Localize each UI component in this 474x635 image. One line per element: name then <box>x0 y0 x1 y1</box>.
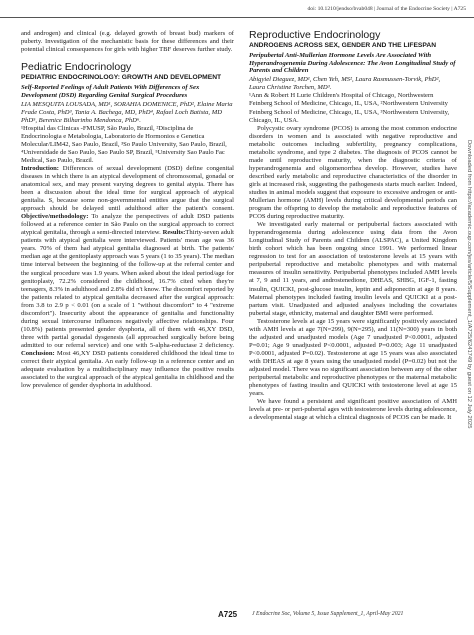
results-label: Results: <box>162 229 186 237</box>
abstract-paragraph: Testosterone levels at age 15 years were significantly positively associated with AMH levels at age 7(N=299), 9(N=295), and 11(N=300) years in both the adjusted and unadjusted models (Age 7 unadjusted P<0.0001, adjusted P=0.01; Age 9 unadjusted P<0.0001, adjusted P=0.003; Age 11 unadjusted P<0.0001, adjusted P=0.02). Testosterone at age 15 years was also associated with DHEAS at age 8 years using the unadjusted model (P=0.02) but not the adjusted model. There was no significant association between any of the other peripubertal metabolic and reproductive phenotypes or the maternal metabolic phenotypes of fasting insulin and QUICKI with testosterone level at age 15 years. <box>249 317 457 398</box>
page-number: A725 <box>218 610 238 619</box>
right-column <box>249 30 457 422</box>
conclusion-text: Most 46,XY DSD patients considered childhood the ideal time to correct their atypical genitalia. An early follow-up in a reference center and an adequate evaluation by a multidisciplinary may influence the positive results associated to the surgical approach of the atypical genitalia in childhood and the low prevalence of gender dysphoria in adulthood. <box>21 350 234 390</box>
abstract-paragraph: Polycystic ovary syndrome (PCOS) is among the most common endocrine disorders in women and is associated with negative reproductive and metabolic outcomes including subfertility, pregnancy complications, metabolic syndrome, and type 2 diabetes. The diagnosis of PCOS cannot be made until reproductive maturity, when the diagnostic criteria of hyperandrogenemia and oligomenorrhea develop. However, studies have described early metabolic and reproductive characteristics of the disorder in girls at increased risk, suggesting the pathogenesis starts much earlier. Indeed, studies in animal models suggest that exposure to excessive androgen or anti-Mullerian hormone (AMH) levels during critical developmental periods can program the offspring to develop the metabolic and reproductive features of PCOS during reproductive maturity. <box>249 124 457 221</box>
section-title: Pediatric Endocrinology <box>21 61 132 74</box>
introduction-label: Introduction: <box>21 164 59 172</box>
objective-text: To analyze the perspectives of adult DSD patients followed at a reference center in São Paulo on the surgical approach to correct atypical genitalia, through a semi-directed interview. <box>21 213 234 237</box>
abstract-title: Self-Reported Feelings of Adult Patients With Differences of Sex Development (DSD) Regarding Genital Surgical Procedures <box>21 83 200 99</box>
author-list: Abigyiel Dieguez, MD¹, Chen Yeh, MS², Laura Rasmussen-Torvik, PhD², Laura Christine Torchen, MD³. <box>249 76 441 92</box>
introduction-text: Differences of sexual development (DSD) define congenital diseases in which there is an atypical development of chromosomal, gonadal or anatomical sex, and may present varying degrees to genital atypia. There has been a discussion about the ideal time for surgical approach of atypical genitalia. S, because some non-governmental entities argue that the surgical approach should be delayed until adulthood after the patient's consent. <box>21 164 234 213</box>
carryover-paragraph: and androgen) and clinical (e.g. delayed growth of breast bud) markers of puberty. Investigation of the mechanistic basis for these differences and their potential clinical consequences for girls with higher TBF deserves further study. <box>21 30 234 54</box>
affiliation-list: ¹Hospital das Clinicas -FMUSP, São Paulo, Brazil, ²Disciplina de Endocrinologia e Metabologia, Laboratorio de Hormonios e Genetica Molecular/LIM42, Sao Paulo, Brazil, ³So Paulo University, Sao Paulo, Brazil, ⁴Universidade de Sao Paulo, Sao Paulo SP, Brazil, ⁵University Sao Paulo Fac Medical, Sao Paulo, Brazil. <box>21 124 227 164</box>
header-rule <box>0 17 474 18</box>
abstract-paragraph: We investigated early maternal or peripubertal factors associated with hyperandrogenemia during adolescence using data from the Avon Longitudinal Study of Parents and Children (ALSPAC), a United Kingdom birth cohort which has been ongoing since 1991. We performed linear regression to test for an association of testosterone levels at 15 years with peripubertal reproductive and metabolic phenotypes and with maternal measures of insulin sensitivity. Peripubertal phenotypes included AMH levels at 7, 9 and 11 years, and androstenedione, DHEAS, SHBG, IGF-1, fasting insulin, QUICKI, post-glucose insulin, leptin and adiponectin at age 8 years. Maternal phenotypes included fasting insulin levels and QUICKI at a post-partum visit. Unadjusted and adjusted analyses including the covariates pubertal stage, ethnicity, maternal and daughter BMI were performed. <box>249 221 457 317</box>
section-title: Reproductive Endocrinology <box>249 29 381 41</box>
author-list: LIA MESQUITA LOUSADA, MD¹, SORAHIA DOMENICE, PhD², Elaine Maria Frade Costa, PhD³, Tania A. Bachega, MD, PhD⁴, Rafael Loch Batista, MD PhD⁵, Berenice Bilharinho Mendonca, PhD⁶. <box>21 100 233 124</box>
abstract-paragraph: We have found a persistent and significant positive association of AMH levels at pre- or peri-pubertal ages with testosterone levels during adolescence, a developmental stage at which a clinical diagnosis of PCOS can be made. It <box>249 398 457 422</box>
subsection-title: ANDROGENS ACROSS SEX, GENDER AND THE LIFESPAN <box>249 42 437 49</box>
affiliation-list: ¹Ann & Robert H Lurie Children's Hospital of Chicago, Northwestern Feinberg School of Medicine, Chicago, IL, USA, ²Northwestern University Feinberg School of Medicine, Chicago, IL, USA, ³Northwestern University, Chicago, IL, USA. <box>249 92 450 124</box>
results-text: Thirty-seven adult patients with atypical genitalia were interviewed. Patients' mean age was 36 years. 70% of them had atypical genitalia diagnosed at birth. The patients' median age at the genitoplasty approach was 5 years (1 to 35 years). The median time interval between the beginning of the follow-up at the referral center and the surgical procedure was 1.9 years. When asked about the ideal period/age for genitoplasty, 72.2% considered the childhood, 16.7% cited when they're teenagers, 8.3% in adulthood and 2.8% did n't know. The discomfort reported by the patients related to atypical genitalia decreased after the surgical approach: from 3.8 to 2.9 p < 0.01 (on a scale of 1 "without discomfort" to 4 "extreme discomfort"). Insecurity about the appearance of genitalia and functionality during sexual intercourse influences negatively affective relationships. Four (10.8%) patients presented gender dysphoria, all of them with 46,XY DSD, three with partial gonadal dysgenesis (all approached surgically before being admitted to our referral service) and one with 5-alpha-reductase 2 deficiency. <box>21 229 234 349</box>
download-watermark: Downloaded from https://academic.oup.com/jes/article/5/Supplement_1/A725/6241749 by guest on 12 July 2025 <box>466 140 472 429</box>
abstract-title: Peripubertal Anti-Mullerian Hormone Levels Are Associated With Hyperandrogenemia During Adolescence: The Avon Longitudinal Study of Parents and Children <box>249 51 456 75</box>
objective-label: Objective/methodology: <box>21 213 89 221</box>
subsection-title: PEDIATRIC ENDOCRINOLOGY: GROWTH AND DEVELOPMENT <box>21 74 222 82</box>
left-column <box>21 30 234 390</box>
abstract-body <box>21 165 234 390</box>
journal-footer: J Endocrine Soc, Volume 5, Issue Supplement_1, April-May 2021 <box>252 611 404 617</box>
conclusion-label: Conclusion: <box>21 350 55 357</box>
running-header: doi: 10.1210/jendso/bvab048 | Journal of the Endocrine Society | A725 <box>307 6 466 12</box>
